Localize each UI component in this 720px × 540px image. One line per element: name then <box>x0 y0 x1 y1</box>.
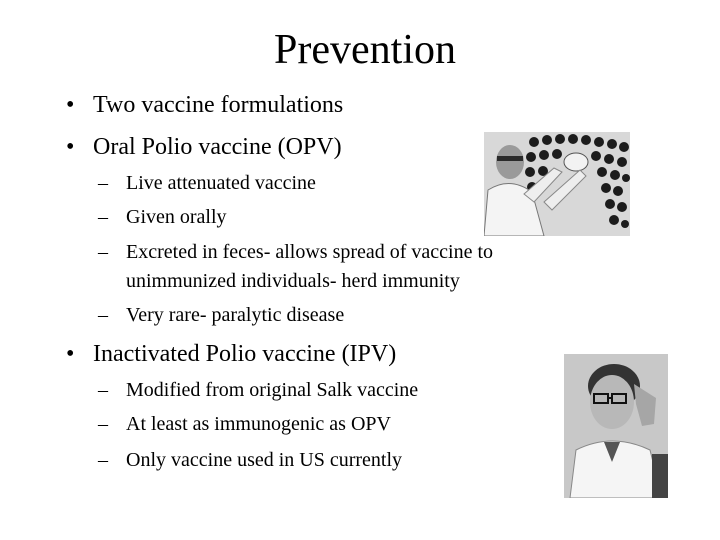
sub-bullet-item <box>98 410 391 438</box>
sub-bullet-text: Modified from original Salk vaccine <box>126 379 419 401</box>
sub-bullet-item <box>98 446 402 474</box>
bullet-item <box>66 339 396 369</box>
dash-marker: – <box>98 413 108 435</box>
dash-marker: – <box>98 172 108 194</box>
sub-bullet-text: Live attenuated vaccine <box>126 172 316 194</box>
dash-marker: – <box>98 241 108 263</box>
sub-bullet-text: Excreted in feces- allows spread of vaccine to <box>126 241 494 263</box>
sub-bullet-text: unimmunized individuals- herd immunity <box>126 270 460 292</box>
dash-marker: – <box>98 449 108 471</box>
bullet-item <box>66 90 343 120</box>
dash-marker: – <box>98 206 108 228</box>
bullet-text: Oral Polio vaccine (OPV) <box>93 134 342 160</box>
sub-bullet-item <box>98 203 227 231</box>
bullet-marker: • <box>66 134 75 160</box>
sub-bullet-item <box>98 238 493 266</box>
bullet-item <box>66 132 342 162</box>
bullet-marker: • <box>66 92 75 118</box>
sub-bullet-continuation <box>98 267 460 295</box>
sub-bullet-item <box>98 376 418 404</box>
bullet-text: Two vaccine formulations <box>93 92 344 118</box>
scientist-photo <box>484 132 630 236</box>
sub-bullet-text: Given orally <box>126 206 227 228</box>
portrait-photo <box>564 354 668 498</box>
bullet-text: Inactivated Polio vaccine (IPV) <box>93 341 397 367</box>
sub-bullet-item <box>98 169 316 197</box>
dash-marker: – <box>98 379 108 401</box>
sub-bullet-item <box>98 301 344 329</box>
dash-marker: – <box>98 304 108 326</box>
sub-bullet-text: Very rare- paralytic disease <box>126 304 345 326</box>
bullet-marker: • <box>66 341 75 367</box>
slide-title: Prevention <box>274 27 456 73</box>
sub-bullet-text: Only vaccine used in US currently <box>126 449 403 471</box>
sub-bullet-text: At least as immunogenic as OPV <box>126 413 391 435</box>
